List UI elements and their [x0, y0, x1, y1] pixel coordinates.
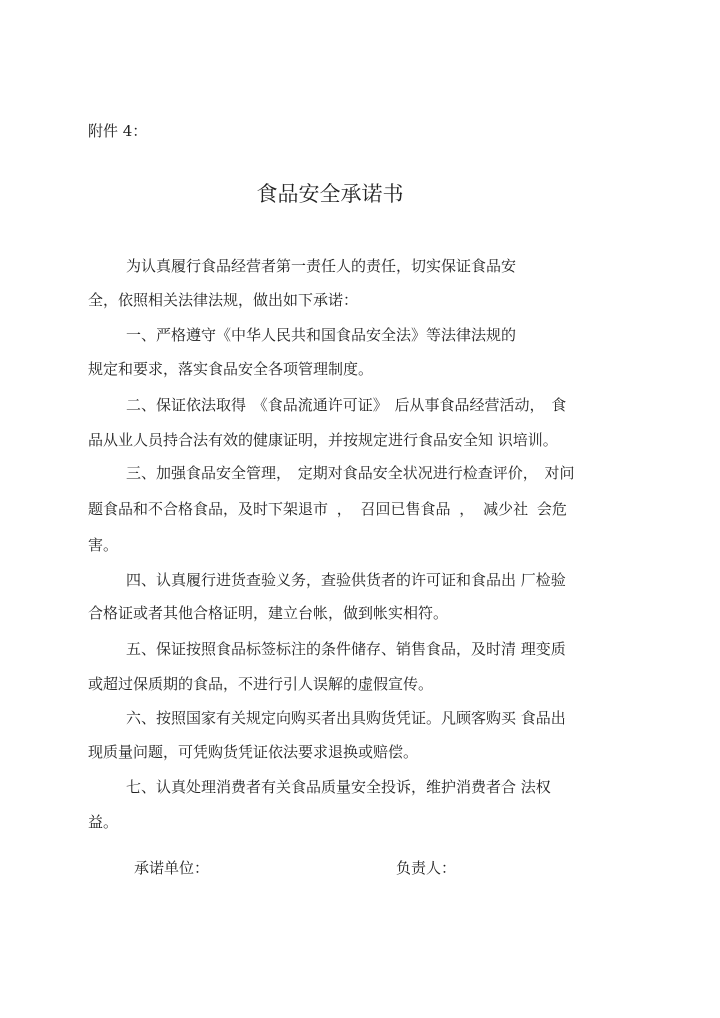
- paragraph-line: 为认真履行食品经营者第一责任人的责任，切实保证食品安: [126, 257, 517, 275]
- document-title: [0, 180, 660, 208]
- paragraph-line: 七、认真处理消费者有关食品质量安全投诉，维护消费者合 法权: [126, 778, 551, 796]
- promise-unit-label: 承诺单位：: [134, 859, 210, 877]
- paragraph-line: 三、加强食品安全管理， 定期对食品安全状况进行检查评价， 对问: [126, 464, 575, 482]
- paragraph-line: 或超过保质期的食品，不进行引人误解的虚假宣传。: [88, 675, 434, 693]
- paragraph-line: 五、保证按照食品标签标注的条件储存、销售食品，及时清 理变质: [126, 640, 566, 658]
- paragraph-line: 合格证或者其他合格证明，建立台帐，做到帐实相符。: [88, 604, 449, 622]
- paragraph-line: 现质量问题，可凭购货凭证依法要求退换或赔偿。: [88, 743, 419, 761]
- paragraph-line: 六、按照国家有关规定向购买者出具购货凭证。凡顾客购买 食品出: [126, 709, 566, 727]
- attachment-label: 附件 4：: [88, 122, 148, 140]
- document-title-text: 食品安全承诺书: [256, 182, 404, 206]
- paragraph-line: 规定和要求，落实食品安全各项管理制度。: [88, 360, 374, 378]
- paragraph-line: 题食品和不合格食品，及时下架退市 ， 召回已售食品 ， 减少社 会危: [88, 500, 567, 518]
- paragraph-line: 一、严格遵守《中华人民共和国食品安全法》等法律法规的: [126, 326, 517, 344]
- paragraph-line: 害。: [88, 536, 119, 554]
- responsible-person-label: 负责人：: [396, 859, 457, 877]
- paragraph-line: 全，依照相关法律法规，做出如下承诺：: [88, 291, 359, 309]
- paragraph-line: 二、保证依法取得 《食品流通许可证》 后从事食品经营活动， 食: [126, 396, 567, 414]
- paragraph-line: 品从业人员持合法有效的健康证明，并按规定进行食品安全知 识培训。: [88, 431, 558, 449]
- paragraph-line: 四、认真履行进货查验义务，查验供货者的许可证和食品出 厂检验: [126, 571, 566, 589]
- paragraph-line: 益。: [88, 813, 119, 831]
